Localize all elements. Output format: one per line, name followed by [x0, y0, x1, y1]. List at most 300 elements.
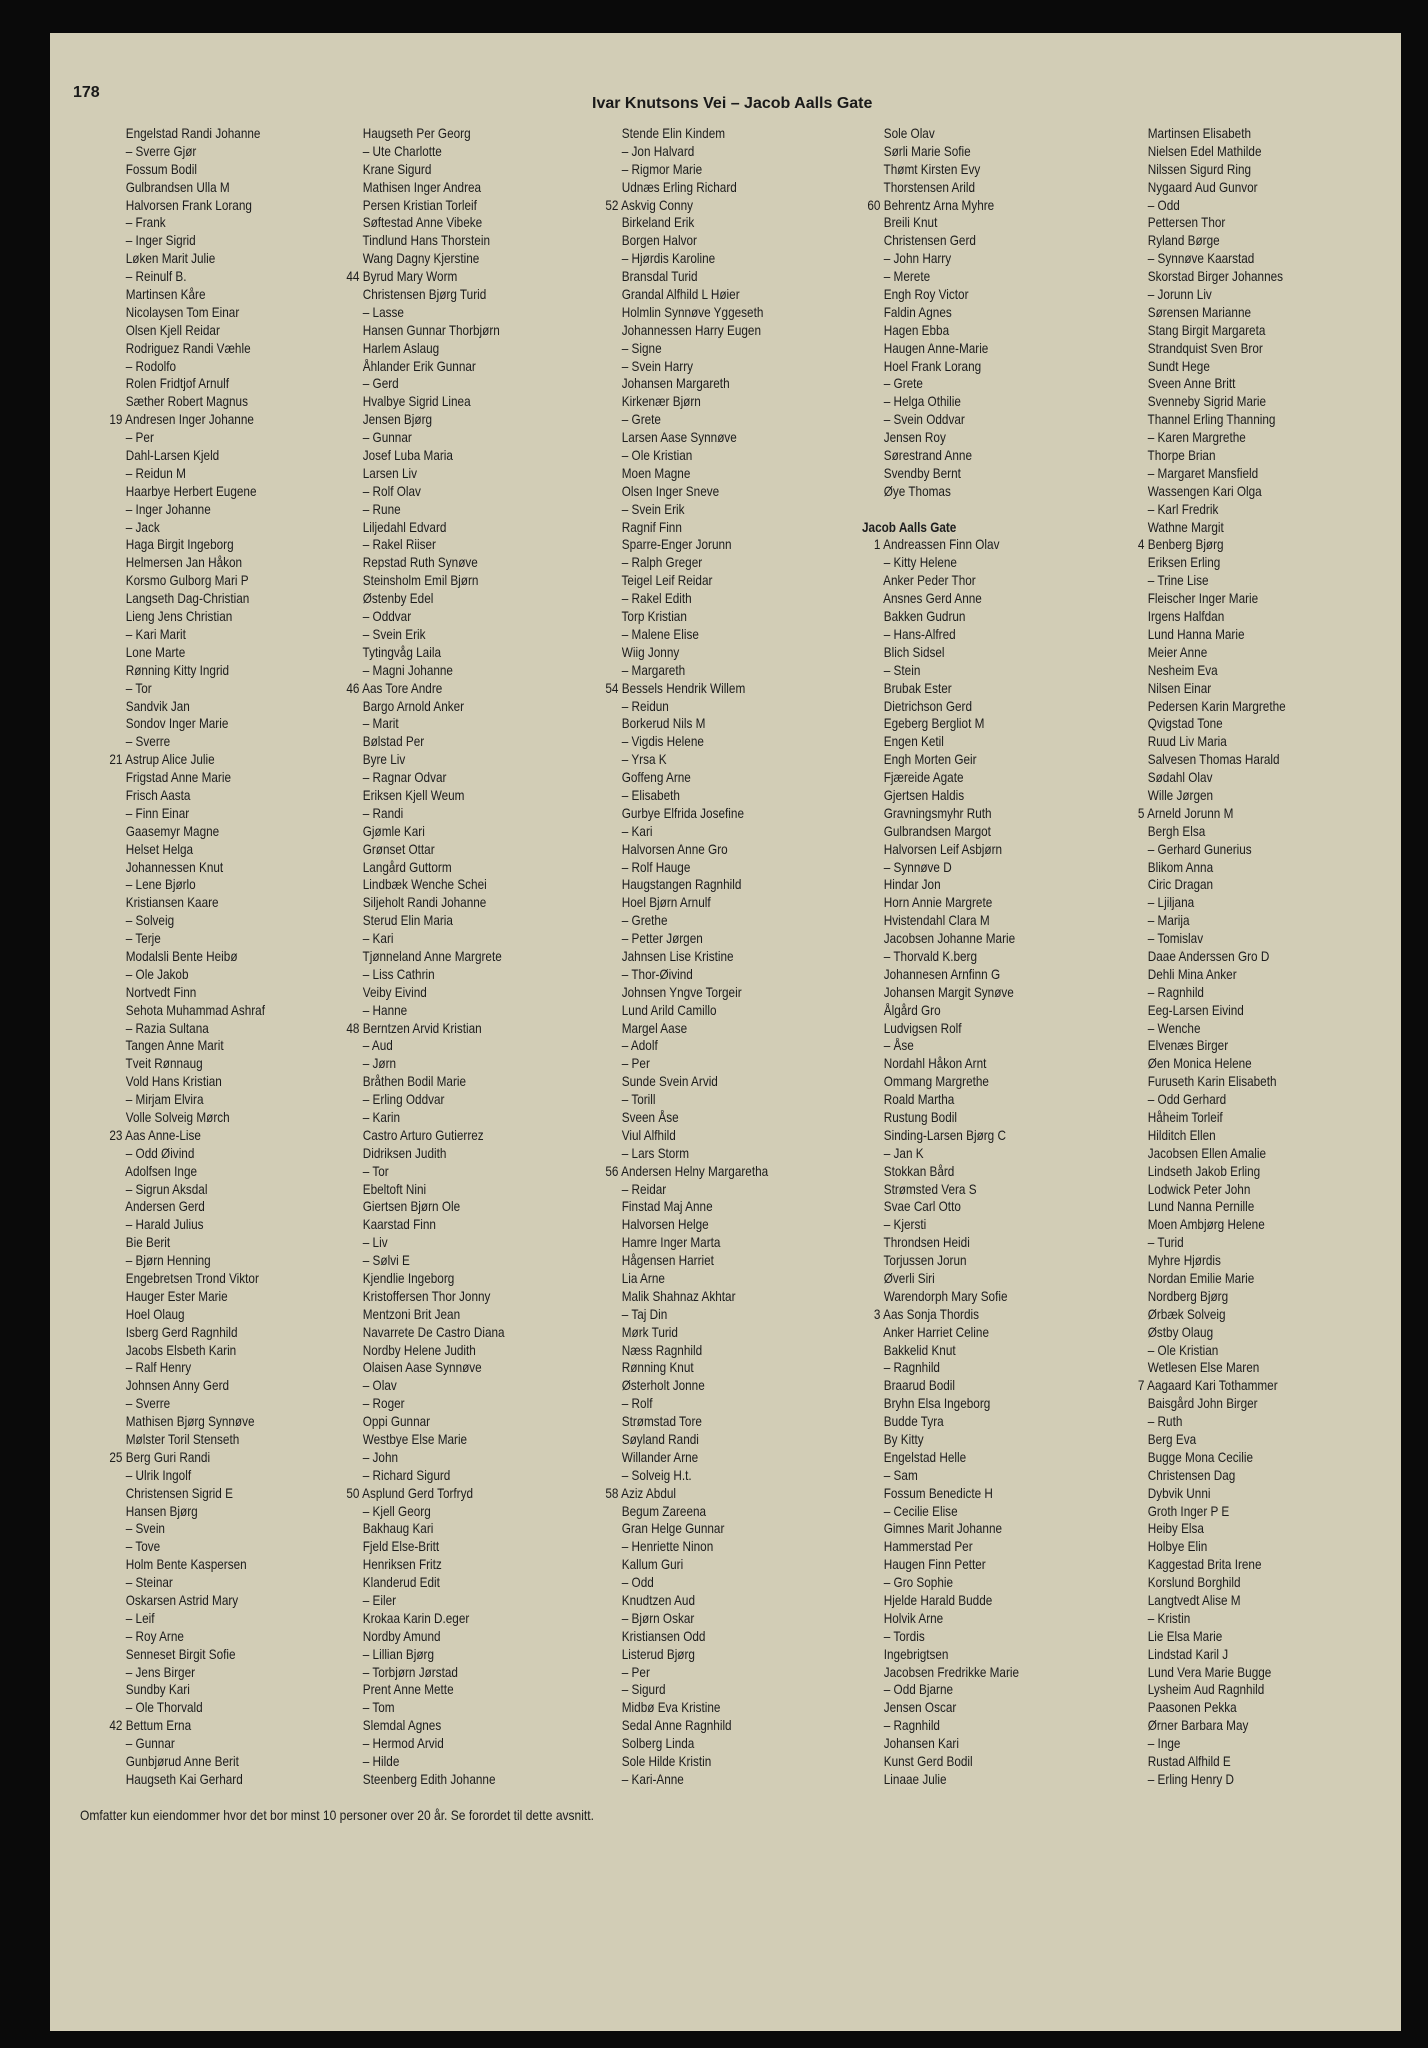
resident-entry: [600, 1181, 812, 1199]
resident-name: – Reidun: [618, 697, 669, 714]
resident-entry: [104, 644, 316, 662]
resident-entry: [862, 286, 1074, 304]
resident-name: Egeberg Bergliot M: [880, 715, 985, 732]
resident-name: – Sigrun Aksdal: [122, 1180, 208, 1197]
resident-entry: [862, 1270, 1074, 1288]
resident-entry: [862, 1467, 1074, 1485]
resident-name: Gjertsen Haldis: [880, 786, 965, 803]
resident-entry: [104, 1270, 316, 1288]
resident-name: Nesheim Eva: [1144, 661, 1218, 678]
resident-name: Paasonen Pekka: [1144, 1699, 1237, 1716]
resident-name: – Svein Harry: [618, 357, 693, 374]
resident-name: Groth Inger P E: [1144, 1502, 1230, 1519]
resident-entry: [1126, 859, 1338, 877]
resident-entry: [1126, 232, 1338, 250]
resident-name: – John Harry: [880, 250, 952, 267]
resident-entry: [862, 1216, 1074, 1234]
resident-name: Bessels Hendrik Willem: [618, 679, 746, 696]
resident-entry: [600, 841, 812, 859]
resident-entry: [1126, 608, 1338, 626]
resident-name: – Roger: [359, 1395, 405, 1412]
resident-name: Håheim Torleif: [1144, 1108, 1223, 1125]
resident-entry: [1126, 1270, 1338, 1288]
resident-name: Fleischer Inger Marie: [1144, 590, 1259, 607]
resident-name: Bergh Elsa: [1144, 822, 1206, 839]
resident-entry: [600, 322, 812, 340]
resident-name: – Cecilie Elise: [880, 1502, 958, 1519]
resident-name: – Synnøve Kaarstad: [1144, 250, 1255, 267]
resident-name: Finstad Maj Anne: [618, 1198, 713, 1215]
resident-name: – Inger Johanne: [122, 500, 211, 517]
resident-name: Krokaa Karin D.eger: [359, 1609, 470, 1626]
resident-entry: [104, 733, 316, 751]
resident-name: Lund Vera Marie Bugge: [1144, 1663, 1272, 1680]
resident-entry: [1126, 483, 1338, 501]
resident-entry: [341, 1270, 553, 1288]
section-heading-text: Jacob Aalls Gate: [862, 518, 957, 535]
resident-name: – Ralph Greger: [618, 554, 703, 571]
resident-name: – Jørn: [359, 1055, 397, 1072]
resident-entry: [600, 894, 812, 912]
resident-entry: [1126, 966, 1338, 984]
resident-name: Engelstad Helle: [880, 1448, 967, 1465]
resident-entry: [862, 375, 1074, 393]
resident-entry: [600, 1520, 812, 1538]
resident-name: Fjæreide Agate: [880, 769, 964, 786]
resident-name: Strømsted Vera S: [880, 1180, 977, 1197]
resident-entry: [862, 1628, 1074, 1646]
resident-name: Mørk Turid: [618, 1323, 678, 1340]
resident-name: Bakhaug Kari: [359, 1520, 434, 1537]
resident-name: Horn Annie Margrete: [880, 894, 993, 911]
resident-name: Engh Roy Victor: [880, 286, 969, 303]
resident-entry: [341, 1288, 553, 1306]
resident-entry: [1126, 1091, 1338, 1109]
resident-entry: [341, 411, 553, 429]
resident-entry: [862, 1664, 1074, 1682]
resident-name: – Ruth: [1144, 1413, 1183, 1430]
resident-name: Nielsen Edel Mathilde: [1144, 142, 1262, 159]
resident-name: – Kjersti: [880, 1216, 927, 1233]
resident-entry: [104, 966, 316, 984]
resident-name: Hjelde Harald Budde: [880, 1592, 993, 1609]
resident-entry: [600, 519, 812, 537]
resident-entry: [341, 1520, 553, 1538]
resident-name: Svae Carl Otto: [880, 1198, 961, 1215]
resident-name: Berg Guri Randi: [122, 1448, 211, 1465]
resident-name: Willander Arne: [618, 1448, 699, 1465]
resident-entry: [862, 304, 1074, 322]
resident-entry: [1126, 125, 1338, 143]
resident-name: – Svein: [122, 1520, 165, 1537]
resident-name: Heiby Elsa: [1144, 1520, 1204, 1537]
resident-entry: [104, 447, 316, 465]
resident-name: Østerholt Jonne: [618, 1377, 705, 1394]
resident-entry: [600, 429, 812, 447]
resident-entry: [1126, 715, 1338, 733]
resident-entry: [104, 859, 316, 877]
house-number: 42: [109, 1717, 123, 1734]
resident-name: Slemdal Agnes: [359, 1717, 442, 1734]
resident-name: – Ralf Henry: [122, 1359, 192, 1376]
resident-name: – Reidun M: [122, 464, 186, 481]
resident-entry: [1126, 1485, 1338, 1503]
resident-entry: [341, 805, 553, 823]
resident-entry: [862, 1073, 1074, 1091]
resident-name: Gulbrandsen Ulla M: [122, 178, 230, 195]
resident-entry: [600, 1109, 812, 1127]
resident-name: Ryland Børge: [1144, 232, 1220, 249]
resident-entry: [1126, 179, 1338, 197]
resident-entry: [600, 1002, 812, 1020]
resident-name: Tindlund Hans Thorstein: [359, 232, 491, 249]
resident-name: Kaggestad Brita Irene: [1144, 1556, 1262, 1573]
resident-name: Jahnsen Lise Kristine: [618, 947, 734, 964]
resident-entry: [104, 1449, 316, 1467]
resident-name: Torp Kristian: [618, 608, 687, 625]
resident-name: Sole Olav: [880, 125, 935, 141]
resident-entry: [600, 823, 812, 841]
resident-entry: [1126, 358, 1338, 376]
resident-name: Jacobsen Fredrikke Marie: [880, 1663, 1020, 1680]
resident-entry: [341, 1699, 553, 1717]
resident-entry: [341, 1646, 553, 1664]
resident-entry: [600, 232, 812, 250]
resident-name: Kaarstad Finn: [359, 1216, 436, 1233]
resident-entry: [341, 501, 553, 519]
resident-entry: [600, 1449, 812, 1467]
resident-name: Martinsen Elisabeth: [1144, 125, 1252, 141]
resident-name: Hammerstad Per: [880, 1538, 973, 1555]
resident-entry: [862, 214, 1074, 232]
resident-entry: [341, 465, 553, 483]
resident-entry: [1126, 823, 1338, 841]
resident-name: Begum Zareena: [618, 1502, 707, 1519]
resident-entry: [600, 304, 812, 322]
resident-name: – Sverre: [122, 733, 171, 750]
resident-name: Rolen Fridtjof Arnulf: [122, 375, 230, 392]
resident-entry: [1126, 769, 1338, 787]
resident-entry: [104, 572, 316, 590]
resident-entry: [1126, 268, 1338, 286]
resident-entry: [104, 375, 316, 393]
resident-entry: [862, 1717, 1074, 1735]
resident-name: Skorstad Birger Johannes: [1144, 268, 1284, 285]
resident-entry: [1126, 1717, 1338, 1735]
resident-name: Linaae Julie: [880, 1770, 947, 1787]
resident-name: Haugseth Per Georg: [359, 125, 471, 141]
resident-entry: [341, 1324, 553, 1342]
resident-entry: [341, 1467, 553, 1485]
resident-name: – Petter Jørgen: [618, 930, 703, 947]
resident-entry: [1126, 250, 1338, 268]
resident-entry: [104, 1681, 316, 1699]
resident-name: Johansen Kari: [880, 1735, 959, 1752]
resident-name: – Ole Kristian: [1144, 1341, 1219, 1358]
resident-name: – Karen Margrethe: [1144, 429, 1246, 446]
resident-entry: [341, 393, 553, 411]
resident-name: – Tomislav: [1144, 930, 1204, 947]
resident-name: Hoel Frank Lorang: [880, 357, 982, 374]
resident-entry: [600, 1270, 812, 1288]
resident-name: Behrentz Arna Myhre: [880, 196, 995, 213]
resident-entry: [862, 1610, 1074, 1628]
resident-entry: [104, 340, 316, 358]
resident-entry: [600, 626, 812, 644]
resident-name: – Karl Fredrik: [1144, 500, 1219, 517]
resident-name: Lysheim Aud Ragnhild: [1144, 1681, 1265, 1698]
resident-name: Tjønneland Anne Margrete: [359, 947, 502, 964]
resident-name: – Henriette Ninon: [618, 1538, 714, 1555]
footnote: Omfatter kun eiendommer hvor det bor minst 10 personer over 20 år. Se forordet til dette avsnitt.: [80, 1807, 594, 1823]
resident-entry: [341, 1538, 553, 1556]
resident-name: Korslund Borghild: [1144, 1574, 1241, 1591]
resident-name: Wang Dagny Kjerstine: [359, 250, 480, 267]
resident-name: – Gerd: [359, 375, 399, 392]
resident-entry: [862, 1574, 1074, 1592]
resident-entry: [341, 608, 553, 626]
resident-name: Halvorsen Anne Gro: [618, 840, 728, 857]
resident-entry: [104, 286, 316, 304]
resident-name: – Harald Julius: [122, 1216, 204, 1233]
resident-name: Wassengen Kari Olga: [1144, 482, 1262, 499]
resident-entry: [600, 1073, 812, 1091]
resident-name: Sørensen Marianne: [1144, 303, 1252, 320]
resident-entry: [1126, 554, 1338, 572]
resident-entry: [1126, 143, 1338, 161]
resident-name: Grandal Alfhild L Høier: [618, 286, 740, 303]
resident-entry: [1126, 1234, 1338, 1252]
resident-entry: [600, 1431, 812, 1449]
resident-name: Aas Sonja Thordis: [880, 1305, 979, 1322]
resident-name: Didriksen Judith: [359, 1144, 447, 1161]
resident-name: Hvistendahl Clara M: [880, 912, 990, 929]
resident-name: – Odd Bjarne: [880, 1681, 954, 1698]
resident-entry: [341, 1181, 553, 1199]
resident-name: Harlem Aslaug: [359, 339, 440, 356]
resident-name: Søftestad Anne Vibeke: [359, 214, 483, 231]
resident-name: Vold Hans Kristian: [122, 1073, 222, 1090]
resident-name: Bakken Gudrun: [880, 608, 966, 625]
resident-entry: [600, 161, 812, 179]
resident-name: Stende Elin Kindem: [618, 125, 726, 141]
resident-entry: [341, 787, 553, 805]
resident-entry: [600, 1055, 812, 1073]
resident-entry: [341, 1359, 553, 1377]
resident-name: Gimnes Marit Johanne: [880, 1520, 1003, 1537]
resident-entry: [600, 751, 812, 769]
resident-entry: [341, 1055, 553, 1073]
resident-entry: [600, 393, 812, 411]
column-5: [1126, 125, 1378, 1789]
resident-name: Jacobs Elsbeth Karin: [122, 1341, 237, 1358]
resident-name: Ansnes Gerd Anne: [880, 590, 982, 607]
resident-name: – Per: [122, 429, 154, 446]
resident-name: – Thorvald K.berg: [880, 947, 978, 964]
resident-entry: [1126, 1628, 1338, 1646]
resident-entry: [862, 1449, 1074, 1467]
resident-entry: [104, 1163, 316, 1181]
resident-name: – Trine Lise: [1144, 572, 1209, 589]
resident-entry: [104, 554, 316, 572]
resident-name: Dehli Mina Anker: [1144, 965, 1237, 982]
resident-name: Prent Anne Mette: [359, 1681, 454, 1698]
resident-name: Blikom Anna: [1144, 858, 1214, 875]
resident-name: – Magni Johanne: [359, 661, 453, 678]
resident-entry: [600, 1485, 812, 1503]
resident-entry: [104, 1359, 316, 1377]
resident-name: – Reinulf B.: [122, 268, 187, 285]
resident-entry: [1126, 1538, 1338, 1556]
resident-name: – Oddvar: [359, 608, 412, 625]
resident-entry: [600, 966, 812, 984]
resident-name: Ørner Barbara May: [1144, 1717, 1249, 1734]
resident-name: – Frank: [122, 214, 166, 231]
resident-name: – Grete: [880, 375, 923, 392]
resident-entry: [862, 143, 1074, 161]
resident-name: – Olav: [359, 1377, 397, 1394]
resident-entry: [600, 1735, 812, 1753]
resident-entry: [104, 1771, 316, 1789]
resident-name: Byrud Mary Worm: [359, 268, 458, 285]
resident-entry: [1126, 1198, 1338, 1216]
resident-name: – Rolf: [618, 1395, 653, 1412]
resident-name: – Jack: [122, 518, 160, 535]
resident-entry: [600, 447, 812, 465]
resident-name: Tveit Rønnaug: [122, 1055, 203, 1072]
resident-name: Svendby Bernt: [880, 464, 961, 481]
resident-entry: [1126, 1646, 1338, 1664]
resident-name: – Finn Einar: [122, 804, 190, 821]
resident-name: Hagen Ebba: [880, 321, 950, 338]
resident-entry: [341, 1610, 553, 1628]
resident-entry: [862, 393, 1074, 411]
resident-entry: [862, 1037, 1074, 1055]
resident-name: Thorpe Brian: [1144, 447, 1216, 464]
resident-entry: [862, 1538, 1074, 1556]
resident-entry: [104, 590, 316, 608]
resident-entry: [862, 698, 1074, 716]
resident-entry: [104, 1753, 316, 1771]
resident-name: – Sølvi E: [359, 1252, 410, 1269]
resident-name: Westbye Else Marie: [359, 1431, 468, 1448]
resident-entry: [104, 984, 316, 1002]
resident-name: Kristiansen Odd: [618, 1627, 706, 1644]
resident-name: Aas Anne-Lise: [122, 1126, 201, 1143]
resident-name: Margel Aase: [618, 1019, 688, 1036]
resident-name: Throndsen Heidi: [880, 1234, 970, 1251]
resident-entry: [1126, 698, 1338, 716]
resident-entry: [104, 268, 316, 286]
resident-name: – Ragnhild: [880, 1359, 940, 1376]
resident-entry: [600, 340, 812, 358]
resident-name: Goffeng Arne: [618, 769, 691, 786]
resident-entry: [862, 662, 1074, 680]
resident-name: Stokkan Bård: [880, 1162, 955, 1179]
resident-name: Holm Bente Kaspersen: [122, 1556, 247, 1573]
resident-name: Lund Nanna Pernille: [1144, 1198, 1255, 1215]
resident-name: – Margareth: [618, 661, 686, 678]
resident-entry: [341, 859, 553, 877]
resident-entry: [862, 841, 1074, 859]
resident-name: Dietrichson Gerd: [880, 697, 972, 714]
resident-name: Hamre Inger Marta: [618, 1234, 721, 1251]
resident-name: Bettum Erna: [122, 1717, 192, 1734]
resident-entry: [600, 1306, 812, 1324]
resident-name: – Margaret Mansfield: [1144, 464, 1259, 481]
resident-name: Nilsen Einar: [1144, 679, 1212, 696]
resident-name: Borgen Halvor: [618, 232, 697, 249]
house-number: 4: [1137, 536, 1145, 553]
resident-name: Ørbæk Solveig: [1144, 1305, 1226, 1322]
resident-entry: [104, 250, 316, 268]
resident-entry: [104, 1413, 316, 1431]
resident-name: – Marit: [359, 715, 399, 732]
resident-name: – Eiler: [359, 1592, 397, 1609]
resident-name: Furuseth Karin Elisabeth: [1144, 1073, 1277, 1090]
resident-name: Veiby Eivind: [359, 983, 427, 1000]
resident-entry: [600, 680, 812, 698]
resident-entry: [862, 787, 1074, 805]
resident-name: Sødahl Olav: [1144, 769, 1213, 786]
house-number: 44: [346, 268, 360, 285]
resident-entry: [104, 1664, 316, 1682]
resident-name: Anker Harriet Celine: [880, 1323, 989, 1340]
resident-entry: [341, 1431, 553, 1449]
resident-name: – Liv: [359, 1234, 388, 1251]
resident-name: Gulbrandsen Margot: [880, 822, 991, 839]
resident-entry: [1126, 393, 1338, 411]
resident-entry: [104, 179, 316, 197]
resident-entry: [862, 912, 1074, 930]
resident-name: Eriksen Kjell Weum: [359, 786, 465, 803]
resident-entry: [862, 930, 1074, 948]
resident-entry: [600, 769, 812, 787]
resident-entry: [862, 823, 1074, 841]
resident-entry: [341, 304, 553, 322]
resident-name: Haarbye Herbert Eugene: [122, 482, 257, 499]
resident-name: Langseth Dag-Christian: [122, 590, 250, 607]
resident-entry: [1126, 447, 1338, 465]
resident-entry: [600, 1091, 812, 1109]
resident-name: Hauger Ester Marie: [122, 1287, 228, 1304]
resident-name: – Vigdis Helene: [618, 733, 704, 750]
resident-name: – Taj Din: [618, 1305, 668, 1322]
resident-name: – Tor: [359, 1162, 389, 1179]
resident-entry: [862, 1395, 1074, 1413]
resident-entry: [341, 930, 553, 948]
resident-name: Andreassen Finn Olav: [880, 536, 1000, 553]
resident-name: Warendorph Mary Sofie: [880, 1287, 1008, 1304]
resident-entry: [1126, 948, 1338, 966]
resident-name: – Torill: [618, 1091, 656, 1108]
resident-entry: [104, 1252, 316, 1270]
resident-name: Budde Tyra: [880, 1413, 944, 1430]
resident-name: – Stein: [880, 661, 921, 678]
resident-name: Krane Sigurd: [359, 160, 432, 177]
resident-entry: [104, 1735, 316, 1753]
resident-entry: [341, 841, 553, 859]
resident-entry: [341, 143, 553, 161]
resident-name: Ciric Dragan: [1144, 876, 1214, 893]
resident-entry: [104, 304, 316, 322]
resident-name: Olsen Kjell Reidar: [122, 321, 220, 338]
resident-entry: [862, 572, 1074, 590]
resident-name: Kristiansen Kaare: [122, 894, 219, 911]
resident-entry: [1126, 1181, 1338, 1199]
resident-entry: [862, 1324, 1074, 1342]
resident-name: – Tordis: [880, 1627, 925, 1644]
